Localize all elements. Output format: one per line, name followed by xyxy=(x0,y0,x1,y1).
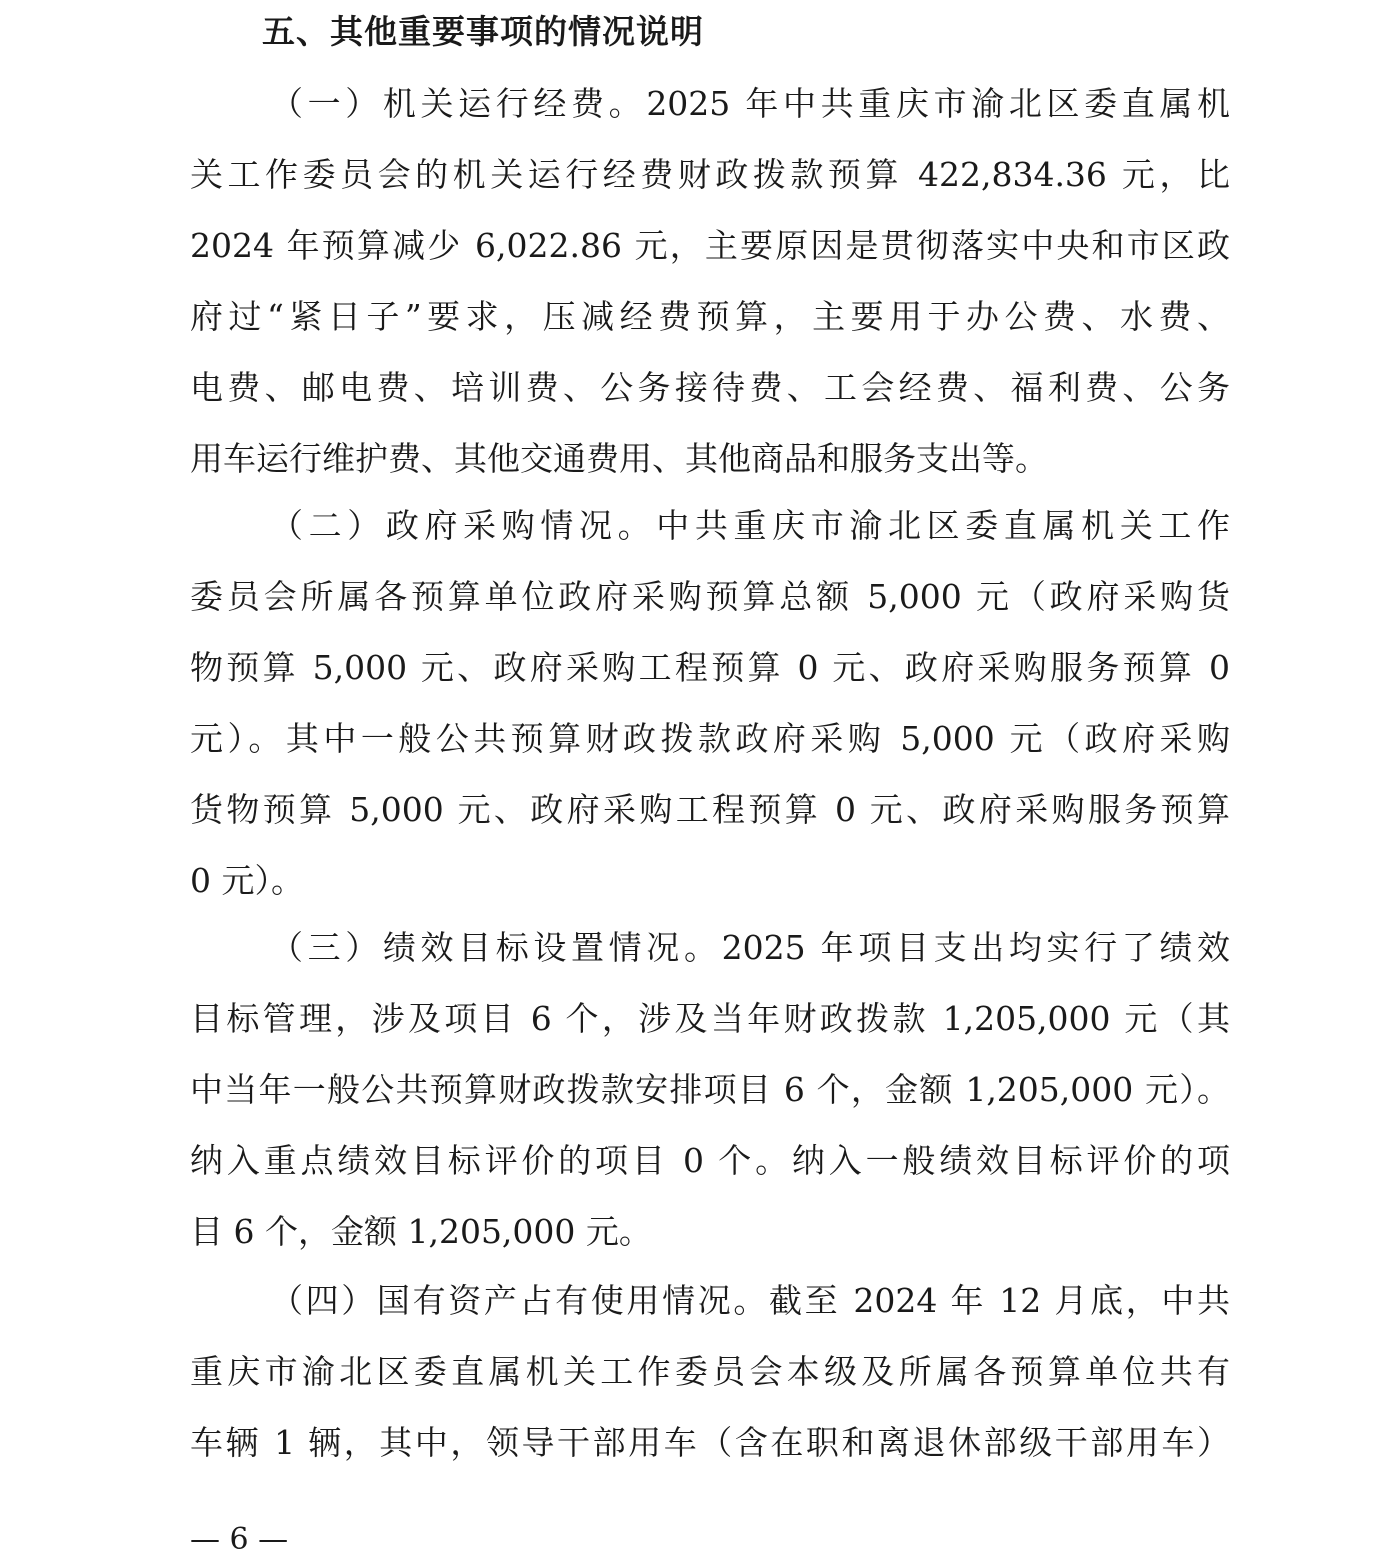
paragraph-label: （三）绩效目标设置情况。 xyxy=(270,928,722,967)
paragraph-performance-targets xyxy=(190,912,1230,1267)
section-heading: 五、其他重要事项的情况说明 xyxy=(262,12,704,51)
page-number: — 6 — xyxy=(190,1522,289,1557)
paragraph-line: 用车运行维护费、其他交通费用、其他商品和服务支出等。 xyxy=(190,439,1048,478)
paragraph-line: 物预算 5,000 元、政府采购工程预算 0 元、政府采购服务预算 0 xyxy=(190,648,1230,687)
paragraph-line: 元）。其中一般公共预算财政拨款政府采购 5,000 元（政府采购 xyxy=(190,719,1230,758)
paragraph-line: 目 6 个，金额 1,205,000 元。 xyxy=(190,1212,652,1251)
paragraph-government-procurement xyxy=(190,490,1230,916)
paragraph-line: 府过“紧日子”要求，压减经费预算，主要用于办公费、水费、 xyxy=(190,297,1230,336)
paragraph-line: 0 元）。 xyxy=(190,861,304,900)
paragraph-label: （二）政府采购情况。 xyxy=(270,506,657,545)
paragraph-state-assets xyxy=(190,1265,1230,1478)
paragraph-line: 纳入重点绩效目标评价的项目 0 个。纳入一般绩效目标评价的项 xyxy=(190,1141,1230,1180)
paragraph-line: 电费、邮电费、培训费、公务接待费、工会经费、福利费、公务 xyxy=(190,368,1230,407)
paragraph-label: （四）国有资产占有使用情况。 xyxy=(270,1281,769,1320)
paragraph-line: 车辆 1 辆，其中，领导干部用车（含在职和离退休部级干部用车） xyxy=(190,1423,1230,1462)
paragraph-line: 目标管理，涉及项目 6 个，涉及当年财政拨款 1,205,000 元（其 xyxy=(190,999,1230,1038)
paragraph-line: （一）机关运行经费。2025 年中共重庆市渝北区委直属机 xyxy=(270,84,1230,123)
paragraph-line: （二）政府采购情况。中共重庆市渝北区委直属机关工作 xyxy=(270,506,1230,545)
paragraph-line: 重庆市渝北区委直属机关工作委员会本级及所属各预算单位共有 xyxy=(190,1352,1230,1391)
paragraph-line: （三）绩效目标设置情况。2025 年项目支出均实行了绩效 xyxy=(270,928,1230,967)
paragraph-line: 2024 年预算减少 6,022.86 元，主要原因是贯彻落实中央和市区政 xyxy=(190,226,1230,265)
paragraph-line: 委员会所属各预算单位政府采购预算总额 5,000 元（政府采购货 xyxy=(190,577,1230,616)
paragraph-label: （一）机关运行经费。 xyxy=(270,84,647,123)
paragraph-line: 关工作委员会的机关运行经费财政拨款预算 422,834.36 元，比 xyxy=(190,155,1230,194)
paragraph-line: （四）国有资产占有使用情况。截至 2024 年 12 月底，中共 xyxy=(270,1281,1231,1320)
paragraph-operating-expenses xyxy=(190,68,1230,494)
paragraph-line: 货物预算 5,000 元、政府采购工程预算 0 元、政府采购服务预算 xyxy=(190,790,1230,829)
paragraph-line: 中当年一般公共预算财政拨款安排项目 6 个，金额 1,205,000 元）。 xyxy=(190,1070,1230,1109)
